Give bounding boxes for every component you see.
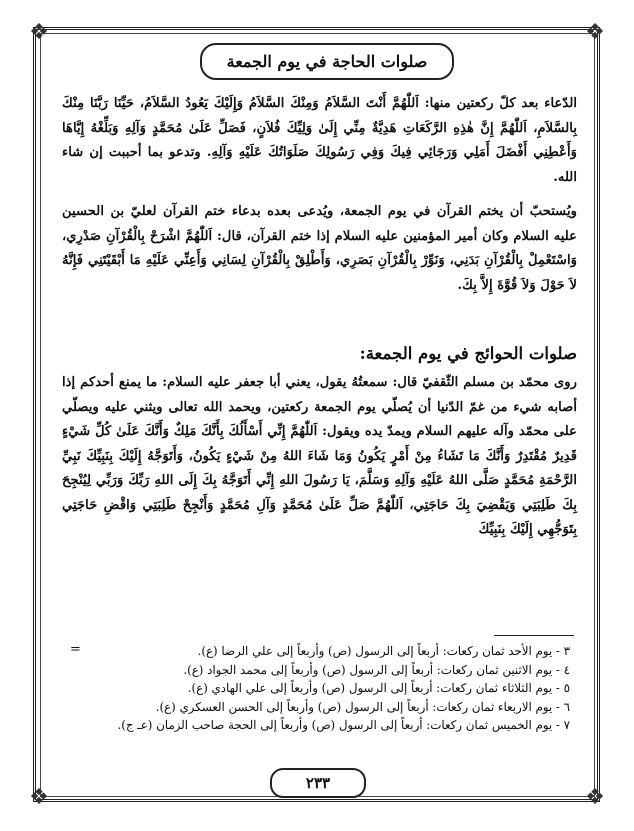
paragraph-2: ويُستحبّ أن يختم القرآن في يوم الجمعة، ويُدعى بعده بدعاء ختم القرآن لعليّ بن الحسين عليه السلام وكان أمير المؤمنين عليه السلام إذا ختم القرآن، قال: اَللّٰهُمَّ اشْرَحْ بِالْقُرْآنِ صَدْرِي، وَاسْتَعْمِلْ بِالْقُرْآنِ بَدَنِي، وَنَوِّرْ بِالْقُرْآنِ بَصَرِي، وَأَطْلِقْ بِالْقُرْآنِ لِسَانِي وَأَعِنِّي عَلَيْهِ مَا أَبْقَيْتَنِي فَإِنَّهُ لاَ حَوْلَ وَلاَ قُوَّةَ إِلاَّ بِكَ. — [62, 204, 577, 293]
footnote-item: ٥ - يوم الثلاثاء ثمان ركعات: أربعاً إلى الرسول (ص) وأربعاً إلى علي الهادي (ع). — [187, 681, 570, 695]
page-header-title: صلوات الحاجة في يوم الجمعة — [200, 43, 454, 80]
footnote-item: ٣ - يوم الأحد ثمان ركعات: أربعاً إلى الرسول (ص) وأربعاً إلى علي الرضا (ع). — [197, 644, 570, 658]
section-title: صلوات الحوائج في يوم الجمعة: — [359, 344, 577, 363]
corner-ornament-icon: ❖ — [585, 20, 605, 45]
footnote-item: ٦ - يوم الاربعاء ثمان ركعات: أربعاً إلى الرسول (ص) وأربعاً إلى الحسن العسكري (ع). — [155, 699, 570, 714]
footnote-separator — [494, 635, 574, 636]
footnote-item: ٧ - يوم الخميس ثمان ركعات: أربعاً إلى الرسول (ص) وأربعاً إلى الحجة صاحب الزمان (عـ ج). — [117, 718, 570, 732]
section-body: روى محمّد بن مسلم الثّقفيّ قال: سمعتُهُ يقول، يعني أبا جعفر عليه السلام: ما يمنع أحدكم إذا أصابه شيء من غمّ الدّنيا أن يُصلّي يوم الجمعة ركعتين، ويحمد الله تعالى ويثني عليه ويصلّي على محمّد وآله عليهم السلام ويمدّ يده ويقول: اَللّٰهُمَّ إِنِّي أَسْأَلُكَ بِأَنَّكَ مَلِكٌ وَأَنَّكَ عَلَىٰ كُلِّ شَيْءٍ قَدِيرٌ مُقْتَدِرٌ وَأَنَّكَ مَا تَشَاءُ مِنْ أَمْرٍ يَكُونُ وَمَا شَاءَ اللهُ مِنْ شَيْءٍ يَكُونُ، وَأَتَوَجَّهُ إِلَيْكَ بِنَبِيِّكَ نَبِيِّ الرَّحْمَةِ مُحَمَّدٍ صَلَّى اللهُ عَلَيْهِ وَآلِهِ وَسَلَّمَ، يَا رَسُولَ اللهِ إِنِّي أَتَوَجَّهُ بِكَ إِلَى اللهِ رَبِّكَ وَرَبِّي لِيُنْجِحَ بِكَ طَلِبَتِي وَيَقْضِيَ بِكَ حَاجَتِي، اَللّٰهُمَّ صَلِّ عَلَىٰ مُحَمَّدٍ وَآلِ مُحَمَّدٍ وَأَنْجِحْ طَلِبَتِي وَاقْضِ حَاجَتِي بِتَوَجُّهِي إِلَيْكَ بِنَبِيِّكَ — [62, 375, 577, 537]
main-text — [62, 92, 577, 543]
corner-ornament-icon: ❖ — [585, 785, 605, 810]
corner-ornament-icon: ❖ — [29, 20, 49, 45]
corner-ornament-icon: ❖ — [29, 785, 49, 810]
paragraph-1: الدّعاء بعد كلّ ركعتين منها: اَللّٰهُمَّ أَنْتَ السَّلاَمُ وَمِنْكَ السَّلاَمُ وَإِلَيْكَ يَعُودُ السَّلاَمُ، حَيِّنَا رَبَّنَا مِنْكَ بِالسَّلاَمِ، اَللّٰهُمَّ إِنَّ هٰذِهِ الرَّكَعَاتِ هَدِيَّةٌ مِنِّي إِلَىٰ وَلِيِّكَ فُلاَنٍ، فَصَلِّ عَلَىٰ مُحَمَّدٍ وَآلِهِ وَبَلِّغْهُ إِيَّاهَا وَأَعْطِنِي أَفْضَلَ أَمَلِي وَرَجَائِي فِيكَ وَفِي رَسُولِكَ صَلَوَاتُكَ عَلَيْهِ وَآلِهِ. وتدعو بما أحببت إن شاء الله. — [62, 96, 577, 185]
footnote-marker: = — [70, 642, 81, 657]
footnote-item: ٤ - يوم الاثنين ثمان ركعات: أربعاً إلى الرسول (ص) وأربعاً إلى محمد الجواد (ع). — [183, 662, 570, 677]
footnotes — [70, 642, 570, 735]
page-number: ٢٣٣ — [270, 768, 366, 798]
